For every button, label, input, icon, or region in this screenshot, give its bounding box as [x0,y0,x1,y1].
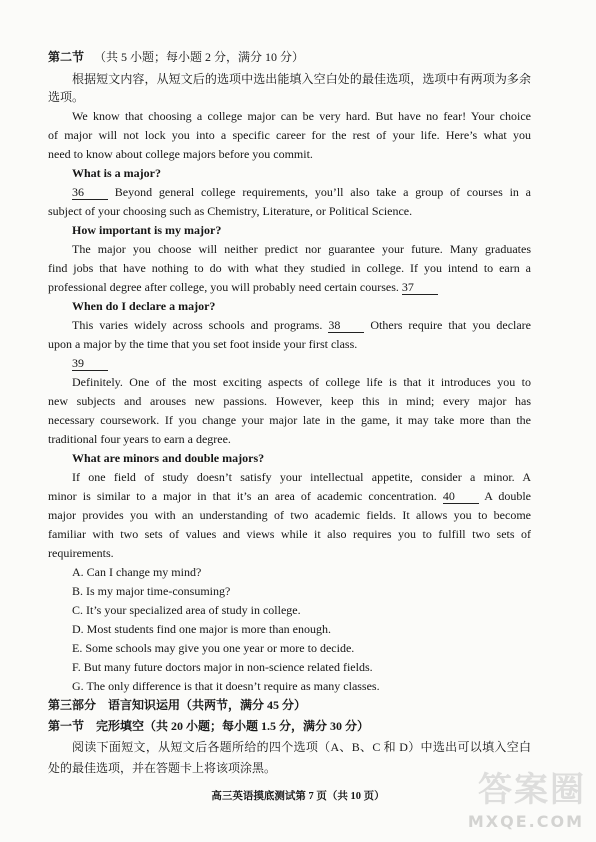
option-letter: B. [72,583,84,598]
watermark-logo: 答案圈 [478,770,586,810]
part3-section [48,695,531,778]
paragraph-line [48,316,531,335]
paragraph-line [48,278,531,297]
blank-36: 36 [72,186,108,200]
line-text: A double [484,488,532,503]
subsection-title: 完形填空（共 20 小题；每小题 1.5 分，满分 30 分） [96,719,370,734]
option-letter: E. [72,640,83,655]
part3-header [48,695,531,716]
blank-38: 38 [328,319,364,333]
paragraph-line: necessary coursework. If you change your major late in the game, it may take more than the [48,412,531,427]
line-text: This varies widely across schools and programs. [72,318,323,333]
blank-40: 40 [443,490,479,504]
paragraph-line: traditional four years to earn a degree. [48,431,231,446]
option-e [48,639,531,658]
option-f [48,658,531,677]
intro-line: need to know about college majors before you commit. [48,147,313,162]
intro-line: We know that choosing a college major can be very hard. But have no fear! Your choice [72,109,531,124]
heading-minors: What are minors and double majors? [72,450,265,465]
line-text: professional degree after college, you will probably need certain courses. [48,280,399,295]
blank-37: 37 [402,281,438,295]
page-content [48,46,531,778]
part3-title: 语言知识运用（共两节，满分 45 分） [108,698,307,713]
option-a [48,563,531,582]
section2-instruction: 根据短文内容，从短文后的选项中选出能填入空白处的最佳选项，选项中有两项为多余选项。 [48,71,531,105]
option-text: The only difference is that it doesn’t require as many classes. [86,678,380,693]
option-text: But many future doctors major in non-science related fields. [83,659,373,674]
paragraph-line [48,183,531,202]
heading-how-important: How important is my major? [72,223,222,238]
option-b [48,582,531,601]
section2-header [48,46,531,68]
option-text: Some schools may give you one year or more to decide. [85,640,355,655]
paragraph-line: find jobs that have nothing to do with what they studied in college. If you intend to earn a [48,261,531,276]
option-text: Can I change my mind? [86,564,202,579]
option-text: Is my major time-consuming? [86,583,231,598]
part3-label: 第三部分 [48,698,97,713]
paragraph-line [48,487,531,506]
paragraph-line: major provides you with an understanding of two academic fields. It allows you to become [48,507,531,522]
subsection-label: 第一节 [48,719,85,734]
watermark-site: MXQE.COM [467,812,584,831]
page-footer: 高三英语摸底测试第 7 页（共 10 页） [211,791,385,802]
option-c [48,601,531,620]
paragraph-line: subject of your choosing such as Chemistry, Literature, or Political Science. [48,204,413,219]
heading-what-is-a-major: What is a major? [72,166,161,181]
intro-line: of major will not lock you into a specific career for the rest of your life. Here’s what you [48,128,531,143]
option-letter: A. [72,564,84,579]
heading-when-declare: When do I declare a major? [72,299,216,314]
heading-blank-39 [48,354,531,373]
option-text: Most students find one major is more than enough. [86,621,331,636]
paragraph-line: If one field of study doesn’t satisfy your intellectual appetite, consider a minor. A [72,469,531,484]
blank-39: 39 [72,357,108,371]
option-letter: G. [72,678,84,693]
part3-subsection-header [48,716,531,737]
section2-label: 第二节 [48,50,85,64]
option-g [48,677,531,696]
option-letter: C. [72,602,84,617]
part3-instruction: 阅读下面短文，从短文后各题所给的四个选项（A、B、C 和 D）中选出可以填入空白处的最佳选项，并在答题卡上将该项涂黑。 [48,739,531,775]
paragraph-line: upon a major by the time that you set foot inside your first class. [48,337,358,352]
line-text: Others require that you declare [370,318,532,333]
option-d [48,620,531,639]
option-text: It’s your specialized area of study in college. [86,602,301,617]
reading-section [48,70,531,696]
line-text: minor is similar to a major in that it’s an area of academic concentration. [48,488,437,503]
paragraph-line: new subjects and arouses new passions. However, keep this in mind; every major has [48,393,531,408]
paragraph-line: Definitely. One of the most exciting aspects of college life is that it introduces you to [72,375,531,389]
option-letter: D. [72,621,84,636]
line-text: Beyond general college requirements, you’ll also take a group of courses in a [114,185,532,200]
paragraph-line: requirements. [48,545,114,560]
option-letter: F. [72,659,81,674]
paragraph-line: The major you choose will neither predict nor guarantee your future. Many graduates [72,242,531,257]
paragraph-line: familiar with two sets of values and views while it also requires you to fulfill two sets of [48,526,531,541]
section2-note: （共 5 小题；每小题 2 分，满分 10 分） [94,50,305,64]
